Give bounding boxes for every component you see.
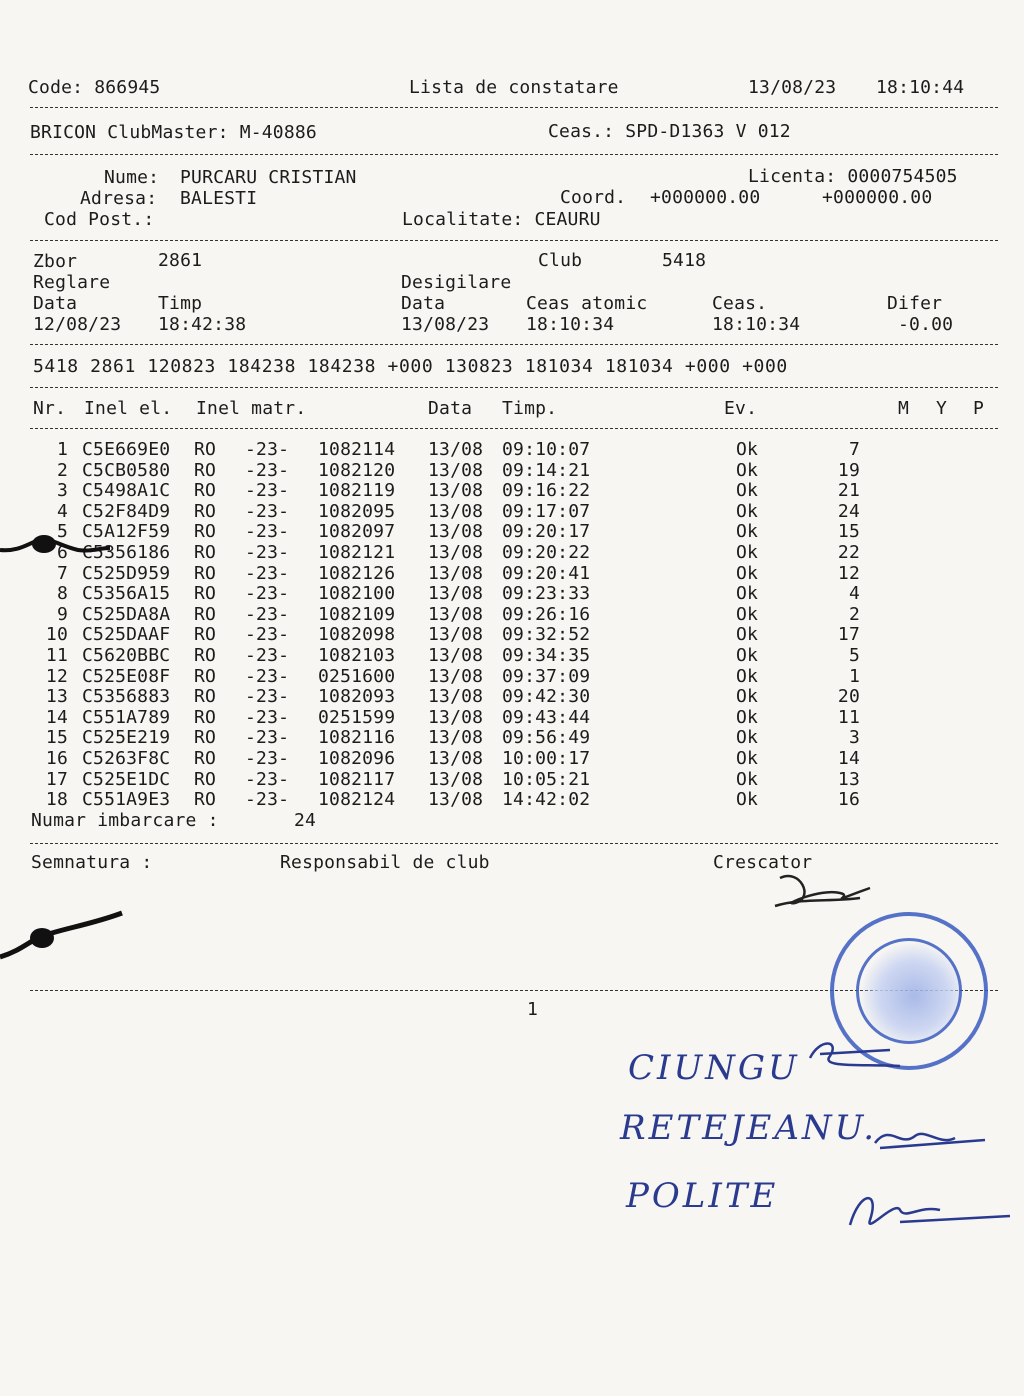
divider <box>30 428 998 429</box>
table-row <box>0 687 1024 708</box>
cell-tara: RO <box>194 603 217 625</box>
cell-nr: 13 <box>45 686 68 708</box>
cell-poz: 4 <box>848 583 860 605</box>
cell-nr: 14 <box>45 706 68 728</box>
cell-data: 13/08 <box>428 624 484 646</box>
cell-poz: 7 <box>848 439 860 460</box>
cell-tara: RO <box>194 768 217 790</box>
cell-matr: 1082100 <box>318 583 396 605</box>
cell-data: 13/08 <box>428 665 484 687</box>
timp-label: Timp <box>158 293 203 314</box>
cell-timp: 09:56:49 <box>502 727 591 749</box>
cell-poz: 22 <box>837 542 860 563</box>
cell-an: -23- <box>245 748 290 769</box>
cell-ev: Ok <box>736 727 759 749</box>
cell-tara: RO <box>194 748 217 769</box>
cell-tara: RO <box>194 542 217 563</box>
cell-ev: Ok <box>736 583 759 605</box>
cell-matr: 1082124 <box>318 789 396 811</box>
divider <box>30 240 998 241</box>
cell-data: 13/08 <box>428 603 484 625</box>
cell-ev: Ok <box>736 542 759 563</box>
cell-poz: 17 <box>837 624 860 646</box>
difer-value: -0.00 <box>898 314 954 335</box>
cell-ev: Ok <box>736 748 759 769</box>
cell-matr: 1082097 <box>318 521 396 543</box>
ceas-atomic-label: Ceas atomic <box>526 293 648 314</box>
handwritten-signature-2 <box>870 1118 990 1158</box>
semnatura-label: Semnatura : <box>31 852 153 873</box>
cell-matr: 1082095 <box>318 500 396 522</box>
cell-ev: Ok <box>736 603 759 625</box>
cell-poz: 1 <box>848 665 860 687</box>
zbor-value: 2861 <box>158 250 203 271</box>
summary-line: 5418 2861 120823 184238 184238 +000 130823 181034 181034 +000 +000 <box>33 356 788 377</box>
zbor-label: Zbor <box>33 251 78 272</box>
col-p: P <box>973 398 985 419</box>
cell-ev: Ok <box>736 686 759 708</box>
divider <box>30 344 998 345</box>
cod-post-label: Cod Post.: <box>44 209 155 230</box>
cell-tara: RO <box>194 686 217 708</box>
club-label: Club <box>538 250 583 271</box>
desigilare-label: Desigilare <box>401 272 512 293</box>
desig-data: 13/08/23 <box>401 314 490 335</box>
cell-matr: 1082098 <box>318 624 396 646</box>
cell-matr: 1082117 <box>318 768 396 790</box>
cell-matr: 1082121 <box>318 542 396 563</box>
cell-timp: 09:42:30 <box>502 686 591 708</box>
col-inel-el: Inel el. <box>84 398 173 419</box>
cell-an: -23- <box>245 686 290 708</box>
ink-smudge <box>0 905 130 965</box>
cell-nr: 1 <box>56 439 68 460</box>
cell-timp: 09:23:33 <box>502 583 591 605</box>
cell-matr: 0251599 <box>318 706 396 728</box>
document-title: Lista de constatare <box>409 77 619 98</box>
cell-poz: 5 <box>848 645 860 666</box>
cell-an: -23- <box>245 439 290 460</box>
cell-an: -23- <box>245 542 290 563</box>
cell-tara: RO <box>194 480 217 502</box>
adresa-label: Adresa: <box>80 188 158 209</box>
cell-inel-el: C525E1DC <box>82 768 171 790</box>
cell-inel-el: C5A12F59 <box>82 521 171 543</box>
cell-an: -23- <box>245 768 290 790</box>
cell-inel-el: C5356A15 <box>82 583 171 605</box>
table-row <box>0 564 1024 585</box>
cell-inel-el: C525E219 <box>82 727 171 749</box>
cell-poz: 11 <box>837 706 860 728</box>
reglare-timp: 18:42:38 <box>158 314 247 335</box>
code: Code: 866945 <box>28 77 161 98</box>
table-row <box>0 461 1024 482</box>
cell-data: 13/08 <box>428 789 484 811</box>
cell-data: 13/08 <box>428 768 484 790</box>
cell-an: -23- <box>245 624 290 646</box>
cell-nr: 5 <box>56 521 68 543</box>
cell-nr: 8 <box>56 583 68 605</box>
cell-tara: RO <box>194 645 217 666</box>
cell-nr: 12 <box>45 665 68 687</box>
cell-poz: 3 <box>848 727 860 749</box>
cell-matr: 1082109 <box>318 603 396 625</box>
cell-ev: Ok <box>736 665 759 687</box>
cell-inel-el: C525DA8A <box>82 603 171 625</box>
cell-an: -23- <box>245 603 290 625</box>
cell-poz: 2 <box>848 603 860 625</box>
cell-data: 13/08 <box>428 439 484 460</box>
cell-tara: RO <box>194 562 217 584</box>
ink-smudge <box>0 528 120 562</box>
table-row <box>0 667 1024 688</box>
table-row <box>0 790 1024 811</box>
cell-inel-el: C525DAAF <box>82 624 171 646</box>
crescator-label: Crescator <box>713 852 813 873</box>
cell-matr: 1082114 <box>318 439 396 460</box>
numar-label: Numar imbarcare : <box>31 810 219 831</box>
col-data: Data <box>428 398 473 419</box>
cell-an: -23- <box>245 480 290 502</box>
cell-tara: RO <box>194 459 217 481</box>
cell-inel-el: C551A9E3 <box>82 789 171 811</box>
cell-timp: 10:00:17 <box>502 748 591 769</box>
cell-poz: 15 <box>837 521 860 543</box>
cell-poz: 13 <box>837 768 860 790</box>
cell-data: 13/08 <box>428 480 484 502</box>
page-number: 1 <box>527 999 539 1020</box>
table-row <box>0 440 1024 461</box>
cell-timp: 09:20:17 <box>502 521 591 543</box>
divider <box>30 154 998 155</box>
table-row <box>0 749 1024 770</box>
cell-tara: RO <box>194 521 217 543</box>
cell-inel-el: C525E08F <box>82 665 171 687</box>
table-row <box>0 543 1024 564</box>
cell-ev: Ok <box>736 480 759 502</box>
fancier-name: PURCARU CRISTIAN <box>180 167 357 188</box>
header-date: 13/08/23 <box>748 77 837 98</box>
cell-poz: 20 <box>837 686 860 708</box>
handwritten-name-3: POLITE <box>626 1176 779 1216</box>
cell-data: 13/08 <box>428 583 484 605</box>
cell-nr: 11 <box>45 645 68 666</box>
cell-nr: 16 <box>45 748 68 769</box>
difer-label: Difer <box>887 293 943 314</box>
cell-an: -23- <box>245 583 290 605</box>
cell-nr: 4 <box>56 500 68 522</box>
cell-data: 13/08 <box>428 645 484 666</box>
cell-matr: 1082120 <box>318 459 396 481</box>
cell-data: 13/08 <box>428 727 484 749</box>
divider <box>30 107 998 108</box>
handwritten-name-1: CIUNGU <box>628 1048 800 1088</box>
cell-ev: Ok <box>736 768 759 790</box>
cell-nr: 6 <box>56 542 68 563</box>
cell-inel-el: C525D959 <box>82 562 171 584</box>
cell-data: 13/08 <box>428 459 484 481</box>
cell-data: 13/08 <box>428 542 484 563</box>
data2-label: Data <box>401 293 446 314</box>
col-m: M <box>898 398 910 419</box>
cell-matr: 1082126 <box>318 562 396 584</box>
cell-ev: Ok <box>736 789 759 811</box>
ceas-value: 18:10:34 <box>712 314 801 335</box>
coord-x: +000000.00 <box>650 187 761 208</box>
cell-ev: Ok <box>736 706 759 728</box>
cell-ev: Ok <box>736 562 759 584</box>
cell-an: -23- <box>245 727 290 749</box>
cell-nr: 9 <box>56 603 68 625</box>
handwritten-signature-1 <box>800 1028 910 1078</box>
cell-ev: Ok <box>736 500 759 522</box>
cell-nr: 18 <box>45 789 68 811</box>
cell-tara: RO <box>194 583 217 605</box>
nume-label: Nume: <box>104 167 160 188</box>
cell-nr: 17 <box>45 768 68 790</box>
cell-ev: Ok <box>736 645 759 666</box>
ceas-atomic: 18:10:34 <box>526 314 615 335</box>
cell-timp: 14:42:02 <box>502 789 591 811</box>
cell-ev: Ok <box>736 521 759 543</box>
reglare-data: 12/08/23 <box>33 314 122 335</box>
cell-matr: 1082119 <box>318 480 396 502</box>
cell-tara: RO <box>194 706 217 728</box>
cell-timp: 09:43:44 <box>502 706 591 728</box>
cell-data: 13/08 <box>428 500 484 522</box>
cell-timp: 09:26:16 <box>502 603 591 625</box>
club-master: BRICON ClubMaster: M-40886 <box>30 122 317 143</box>
address: BALESTI <box>180 188 258 209</box>
cell-an: -23- <box>245 645 290 666</box>
table-row <box>0 522 1024 543</box>
cell-matr: 1082096 <box>318 748 396 769</box>
cell-data: 13/08 <box>428 562 484 584</box>
cell-inel-el: C5356186 <box>82 542 171 563</box>
cell-timp: 09:20:41 <box>502 562 591 584</box>
col-y: Y <box>936 398 948 419</box>
table-row <box>0 708 1024 729</box>
data-label: Data <box>33 293 78 314</box>
table-row <box>0 728 1024 749</box>
cell-poz: 12 <box>837 562 860 584</box>
cell-ev: Ok <box>736 439 759 460</box>
header-time: 18:10:44 <box>876 77 965 98</box>
cell-timp: 09:16:22 <box>502 480 591 502</box>
license: Licenta: 0000754505 <box>748 166 958 187</box>
cell-data: 13/08 <box>428 521 484 543</box>
cell-poz: 21 <box>837 480 860 502</box>
table-row <box>0 605 1024 626</box>
cell-inel-el: C5CB0580 <box>82 459 171 481</box>
cell-nr: 3 <box>56 480 68 502</box>
divider <box>30 843 998 844</box>
cell-an: -23- <box>245 500 290 522</box>
cell-an: -23- <box>245 706 290 728</box>
cell-timp: 09:17:07 <box>502 500 591 522</box>
handwritten-signature-3 <box>840 1180 1015 1240</box>
table-row <box>0 481 1024 502</box>
cell-timp: 09:14:21 <box>502 459 591 481</box>
cell-data: 13/08 <box>428 748 484 769</box>
ceas-label: Ceas. <box>712 293 768 314</box>
cell-matr: 1082116 <box>318 727 396 749</box>
cell-nr: 7 <box>56 562 68 584</box>
cell-timp: 09:32:52 <box>502 624 591 646</box>
cell-poz: 24 <box>837 500 860 522</box>
cell-matr: 1082093 <box>318 686 396 708</box>
cell-an: -23- <box>245 521 290 543</box>
cell-timp: 10:05:21 <box>502 768 591 790</box>
cell-timp: 09:10:07 <box>502 439 591 460</box>
cell-inel-el: C5263F8C <box>82 748 171 769</box>
cell-tara: RO <box>194 665 217 687</box>
col-inel-matr: Inel matr. <box>196 398 307 419</box>
cell-ev: Ok <box>736 459 759 481</box>
cell-ev: Ok <box>736 624 759 646</box>
cell-timp: 09:37:09 <box>502 665 591 687</box>
crescator-signature <box>760 858 880 918</box>
table-row <box>0 584 1024 605</box>
col-nr: Nr. <box>33 398 67 419</box>
col-ev: Ev. <box>724 398 758 419</box>
handwritten-name-2: RETEJEANU. <box>620 1108 878 1148</box>
cell-tara: RO <box>194 727 217 749</box>
cell-inel-el: C5498A1C <box>82 480 171 502</box>
cell-matr: 1082103 <box>318 645 396 666</box>
cell-nr: 10 <box>45 624 68 646</box>
cell-tara: RO <box>194 439 217 460</box>
responsabil-label: Responsabil de club <box>280 852 490 873</box>
cell-inel-el: C52F84D9 <box>82 500 171 522</box>
club-value: 5418 <box>662 250 707 271</box>
cell-inel-el: C551A789 <box>82 706 171 728</box>
reglare-label: Reglare <box>33 272 111 293</box>
cell-poz: 16 <box>837 789 860 811</box>
cell-tara: RO <box>194 789 217 811</box>
cell-data: 13/08 <box>428 706 484 728</box>
numar-value: 24 <box>294 810 317 831</box>
divider <box>30 387 998 388</box>
cell-poz: 19 <box>837 459 860 481</box>
cell-data: 13/08 <box>428 686 484 708</box>
col-timp: Timp. <box>502 398 558 419</box>
cell-timp: 09:20:22 <box>502 542 591 563</box>
cell-inel-el: C5356883 <box>82 686 171 708</box>
table-row <box>0 646 1024 667</box>
coord-label: Coord. <box>560 187 627 208</box>
table-row <box>0 770 1024 791</box>
cell-an: -23- <box>245 562 290 584</box>
coord-y: +000000.00 <box>822 187 933 208</box>
cell-inel-el: C5620BBC <box>82 645 171 666</box>
cell-matr: 0251600 <box>318 665 396 687</box>
table-row <box>0 625 1024 646</box>
cell-tara: RO <box>194 500 217 522</box>
table-row <box>0 502 1024 523</box>
clock-id: Ceas.: SPD-D1363 V 012 <box>548 121 791 142</box>
cell-timp: 09:34:35 <box>502 645 591 666</box>
cell-poz: 14 <box>837 748 860 769</box>
cell-inel-el: C5E669E0 <box>82 439 171 460</box>
cell-tara: RO <box>194 624 217 646</box>
localitate: Localitate: CEAURU <box>402 209 601 230</box>
cell-an: -23- <box>245 789 290 811</box>
cell-an: -23- <box>245 459 290 481</box>
cell-nr: 15 <box>45 727 68 749</box>
cell-nr: 2 <box>56 459 68 481</box>
cell-an: -23- <box>245 665 290 687</box>
